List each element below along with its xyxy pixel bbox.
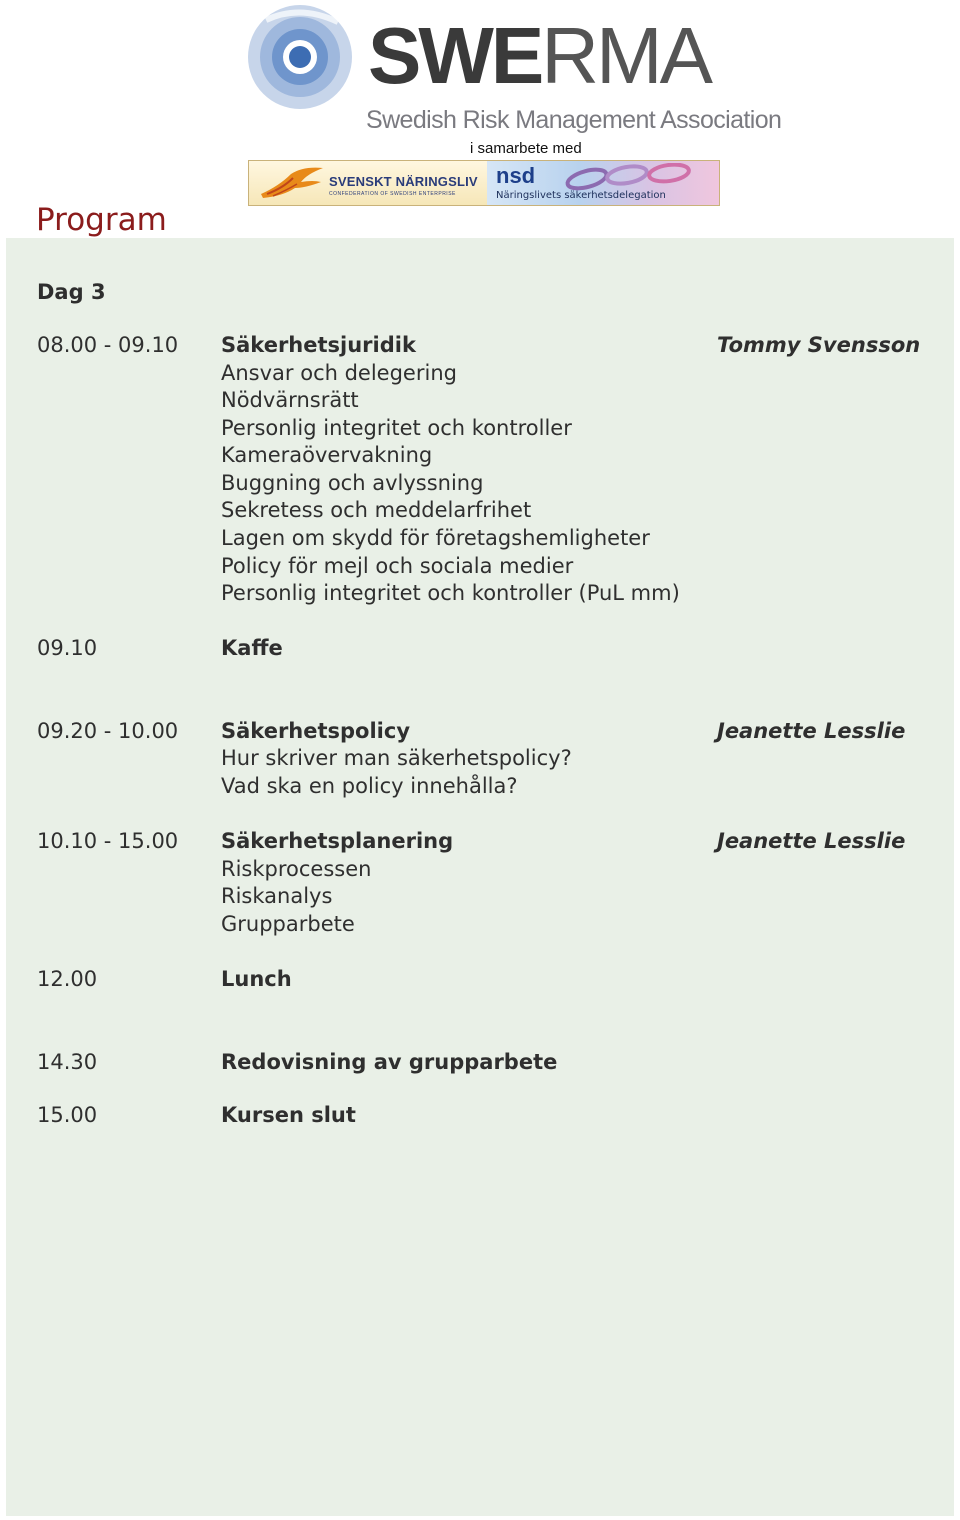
session-title: Kursen slut bbox=[221, 1103, 356, 1127]
partner-1-name: SVENSKT NÄRINGSLIV bbox=[329, 174, 478, 189]
session-time: 12.00 bbox=[37, 967, 98, 991]
org-full-name: Swedish Risk Management Association bbox=[366, 106, 782, 134]
chain-icon bbox=[557, 163, 717, 193]
session-time: 09.10 bbox=[37, 636, 98, 660]
session-time: 15.00 bbox=[37, 1103, 98, 1127]
svenskt-naringsliv-logo bbox=[249, 161, 487, 205]
partner-2-name: Näringslivets säkerhetsdelegation bbox=[496, 190, 666, 201]
session-title: Säkerhetsjuridik bbox=[221, 333, 416, 357]
session-topic: Lagen om skydd för företagshemligheter bbox=[221, 526, 650, 550]
session-topic: Ansvar och delegering bbox=[221, 361, 457, 385]
collaboration-text: i samarbete med bbox=[470, 140, 582, 157]
partner-banner bbox=[248, 160, 720, 206]
session-topic: Buggning och avlyssning bbox=[221, 471, 484, 495]
session-topic: Riskprocessen bbox=[221, 857, 372, 881]
session-time: 14.30 bbox=[37, 1050, 98, 1074]
session-time: 10.10 - 15.00 bbox=[37, 829, 179, 853]
nsd-logo bbox=[487, 161, 719, 205]
session-speaker: Tommy Svensson bbox=[717, 333, 921, 357]
session-topic: Riskanalys bbox=[221, 884, 333, 908]
session-time: 09.20 - 10.00 bbox=[37, 719, 179, 743]
eagle-icon bbox=[257, 164, 327, 204]
session-speaker: Jeanette Lesslie bbox=[717, 829, 906, 853]
session-title: Lunch bbox=[221, 967, 292, 991]
session-topic: Nödvärnsrätt bbox=[221, 388, 359, 412]
day-label: Dag 3 bbox=[37, 280, 106, 304]
session-title: Redovisning av grupparbete bbox=[221, 1050, 558, 1074]
session-topic: Kameraövervakning bbox=[221, 443, 433, 467]
session-speaker: Jeanette Lesslie bbox=[717, 719, 906, 743]
session-topic: Policy för mejl och sociala medier bbox=[221, 554, 574, 578]
session-title: Säkerhetspolicy bbox=[221, 719, 411, 743]
swerma-wordmark: SWERMA bbox=[368, 11, 711, 100]
session-topic: Personlig integritet och kontroller bbox=[221, 416, 572, 440]
session-title: Kaffe bbox=[221, 636, 283, 660]
session-topic: Personlig integritet och kontroller (PuL mm) bbox=[221, 581, 680, 605]
session-title: Säkerhetsplanering bbox=[221, 829, 454, 853]
page-title: Program bbox=[36, 202, 167, 238]
swerma-logo-mark bbox=[246, 2, 358, 110]
partner-2-abbr: nsd bbox=[496, 163, 536, 188]
session-topic: Sekretess och meddelarfrihet bbox=[221, 498, 532, 522]
partner-1-subtitle: CONFEDERATION OF SWEDISH ENTERPRISE bbox=[329, 191, 456, 197]
session-time: 08.00 - 09.10 bbox=[37, 333, 179, 357]
session-topic: Hur skriver man säkerhetspolicy? bbox=[221, 746, 572, 770]
session-topic: Grupparbete bbox=[221, 912, 355, 936]
session-topic: Vad ska en policy innehålla? bbox=[221, 774, 518, 798]
